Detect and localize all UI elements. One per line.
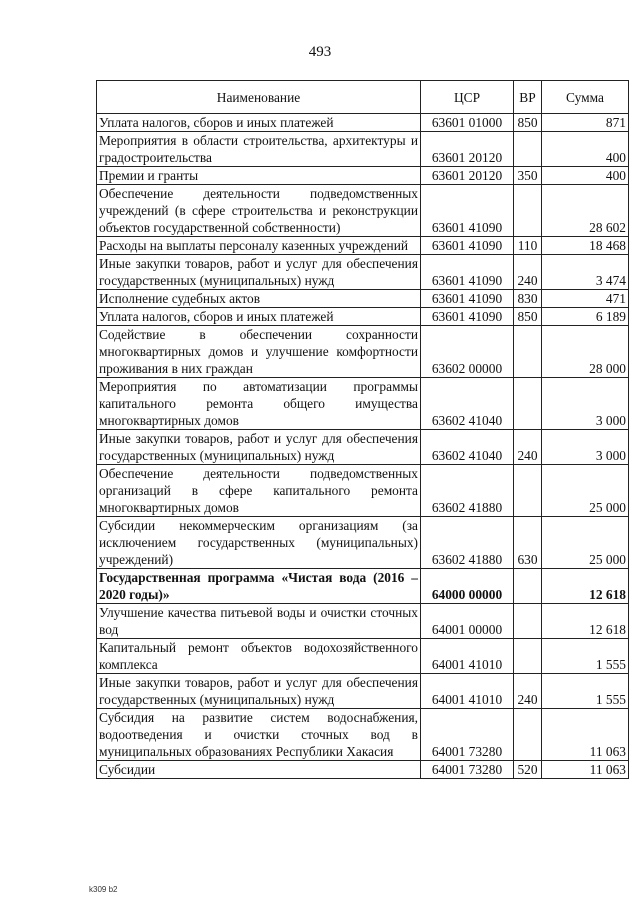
table-row — [97, 709, 629, 761]
row-csr: 64001 73280 — [421, 761, 514, 779]
row-csr: 64001 41010 — [421, 639, 514, 674]
table-row — [97, 308, 629, 326]
row-name: Капитальный ремонт объектов водохозяйственного комплекса — [97, 639, 421, 674]
row-name: Субсидии — [97, 761, 421, 779]
row-csr: 63601 20120 — [421, 132, 514, 167]
header-vr: ВР — [514, 81, 542, 114]
row-sum: 11 063 — [542, 709, 629, 761]
row-sum: 11 063 — [542, 761, 629, 779]
row-name: Субсидии некоммерческим организациям (за исключением государственных (муниципальных) учреждений) — [97, 517, 421, 569]
header-csr: ЦСР — [421, 81, 514, 114]
row-sum: 25 000 — [542, 465, 629, 517]
row-vr: 520 — [514, 761, 542, 779]
header-name: Наименование — [97, 81, 421, 114]
row-name: Уплата налогов, сборов и иных платежей — [97, 114, 421, 132]
page-number: 493 — [308, 44, 332, 60]
table-row — [97, 569, 629, 604]
row-vr — [514, 132, 542, 167]
row-vr: 240 — [514, 255, 542, 290]
table-body — [97, 114, 629, 779]
table-row — [97, 378, 629, 430]
row-sum: 6 189 — [542, 308, 629, 326]
row-vr — [514, 185, 542, 237]
row-name: Исполнение судебных актов — [97, 290, 421, 308]
row-vr: 240 — [514, 674, 542, 709]
table-row — [97, 430, 629, 465]
row-sum: 400 — [542, 132, 629, 167]
row-name: Мероприятия в области строительства, архитектуры и градостроительства — [97, 132, 421, 167]
row-name: Государственная программа «Чистая вода (2016 – 2020 годы)» — [97, 569, 421, 604]
row-vr: 350 — [514, 167, 542, 185]
row-sum: 3 000 — [542, 430, 629, 465]
row-sum: 871 — [542, 114, 629, 132]
row-vr: 850 — [514, 308, 542, 326]
row-vr — [514, 326, 542, 378]
row-vr — [514, 639, 542, 674]
row-sum: 3 000 — [542, 378, 629, 430]
row-sum: 12 618 — [542, 569, 629, 604]
table-row — [97, 639, 629, 674]
row-vr: 240 — [514, 430, 542, 465]
table-row — [97, 761, 629, 779]
table-row — [97, 132, 629, 167]
row-csr: 63602 00000 — [421, 326, 514, 378]
table-row — [97, 517, 629, 569]
row-vr — [514, 604, 542, 639]
row-vr — [514, 465, 542, 517]
row-csr: 64001 00000 — [421, 604, 514, 639]
table-row — [97, 604, 629, 639]
table-row — [97, 185, 629, 237]
row-name: Иные закупки товаров, работ и услуг для обеспечения государственных (муниципальных) нужд — [97, 430, 421, 465]
row-name: Обеспечение деятельности подведомственных учреждений (в сфере строительства и реконструкции объектов государственной собственности) — [97, 185, 421, 237]
row-vr: 110 — [514, 237, 542, 255]
row-vr — [514, 709, 542, 761]
row-csr: 63601 41090 — [421, 255, 514, 290]
row-vr: 630 — [514, 517, 542, 569]
row-name: Обеспечение деятельности подведомственных организаций в сфере капитального ремонта многоквартирных домов — [97, 465, 421, 517]
row-sum: 400 — [542, 167, 629, 185]
table-row — [97, 237, 629, 255]
row-name: Содействие в обеспечении сохранности многоквартирных домов и улучшение комфортности проживания в них граждан — [97, 326, 421, 378]
row-vr: 830 — [514, 290, 542, 308]
row-csr: 64000 00000 — [421, 569, 514, 604]
row-sum: 1 555 — [542, 639, 629, 674]
row-vr: 850 — [514, 114, 542, 132]
header-sum: Сумма — [542, 81, 629, 114]
row-csr: 63601 41090 — [421, 290, 514, 308]
row-sum: 12 618 — [542, 604, 629, 639]
row-sum: 28 602 — [542, 185, 629, 237]
row-sum: 3 474 — [542, 255, 629, 290]
row-sum: 471 — [542, 290, 629, 308]
table-row — [97, 326, 629, 378]
row-name: Субсидия на развитие систем водоснабжения, водоотведения и очистки сточных вод в муниципальных образованиях Республики Хакасия — [97, 709, 421, 761]
row-sum: 25 000 — [542, 517, 629, 569]
row-csr: 63601 01000 — [421, 114, 514, 132]
row-csr: 64001 73280 — [421, 709, 514, 761]
table-row — [97, 255, 629, 290]
row-name: Расходы на выплаты персоналу казенных учреждений — [97, 237, 421, 255]
table-row — [97, 465, 629, 517]
table-row — [97, 674, 629, 709]
budget-table — [96, 80, 629, 779]
table-row — [97, 167, 629, 185]
row-csr: 63601 41090 — [421, 237, 514, 255]
table-row — [97, 114, 629, 132]
row-csr: 63602 41880 — [421, 517, 514, 569]
row-vr — [514, 569, 542, 604]
row-name: Премии и гранты — [97, 167, 421, 185]
row-sum: 1 555 — [542, 674, 629, 709]
row-csr: 63602 41040 — [421, 430, 514, 465]
row-name: Иные закупки товаров, работ и услуг для обеспечения государственных (муниципальных) нужд — [97, 255, 421, 290]
row-csr: 63601 41090 — [421, 185, 514, 237]
row-csr: 63602 41880 — [421, 465, 514, 517]
row-csr: 63601 20120 — [421, 167, 514, 185]
row-name: Мероприятия по автоматизации программы капитального ремонта общего имущества многоквартирных домов — [97, 378, 421, 430]
footer-code: k309 b2 — [89, 885, 118, 894]
table-header-row — [97, 81, 629, 114]
row-name: Уплата налогов, сборов и иных платежей — [97, 308, 421, 326]
table-row — [97, 290, 629, 308]
row-sum: 28 000 — [542, 326, 629, 378]
row-name: Иные закупки товаров, работ и услуг для обеспечения государственных (муниципальных) нужд — [97, 674, 421, 709]
row-csr: 63601 41090 — [421, 308, 514, 326]
row-name: Улучшение качества питьевой воды и очистки сточных вод — [97, 604, 421, 639]
row-csr: 63602 41040 — [421, 378, 514, 430]
row-sum: 18 468 — [542, 237, 629, 255]
row-csr: 64001 41010 — [421, 674, 514, 709]
row-vr — [514, 378, 542, 430]
